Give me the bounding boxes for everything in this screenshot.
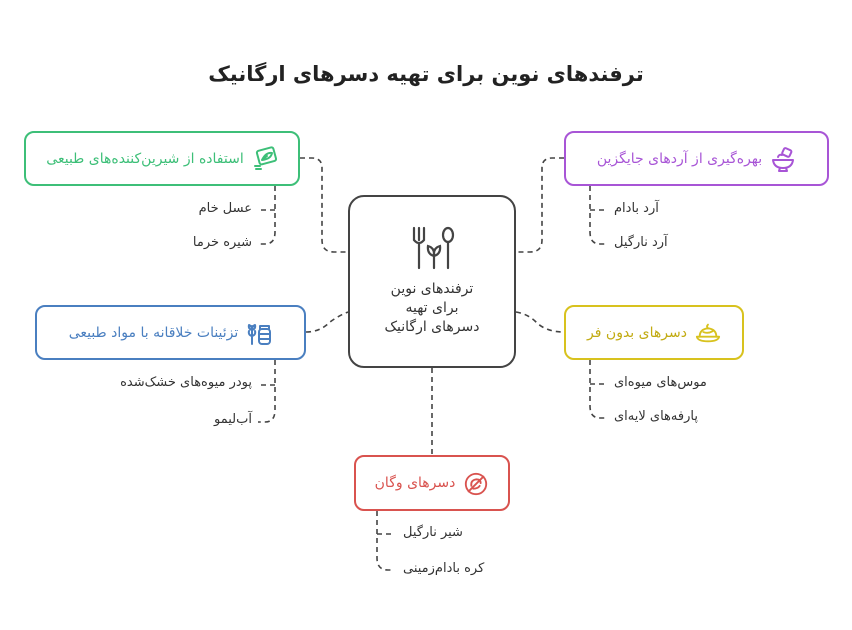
dessert-plate-icon (695, 320, 721, 346)
leaf-coconut-flour: آرد نارگیل (614, 235, 668, 250)
connector-decor (306, 312, 348, 332)
connector-flours (516, 158, 564, 252)
wheat-jar-icon (246, 320, 272, 346)
branch-vegan-label: دسرهای وگان (374, 475, 456, 491)
fork-spoon-leaf-icon (408, 226, 456, 270)
branch-sweeteners-label: استفاده از شیرین‌کننده‌های طبیعی (46, 150, 244, 167)
leaf-raw-honey: عسل خام (198, 201, 252, 216)
leaf-lemon-juice: آب‌لیمو (214, 412, 252, 427)
branch-nobake-label: دسرهای بدون فر (587, 324, 687, 341)
flour-bowl-icon (770, 146, 796, 172)
connector-sweeteners-items (258, 186, 275, 244)
diagram-title: ترفندهای نوین برای تهیه دسرهای ارگانیک (208, 62, 644, 86)
no-dairy-icon (463, 470, 489, 496)
connector-nobake-items (590, 360, 606, 418)
leaf-icon (252, 146, 278, 172)
center-label: ترفندهای نوین برای تهیه دسرهای ارگانیک (384, 281, 480, 335)
leaf-dried-fruit-powder: پودر میوه‌های خشک‌شده (120, 375, 252, 390)
connector-vegan-items (377, 511, 394, 570)
leaf-date-syrup: شیره خرما (192, 235, 252, 250)
branch-flours (564, 131, 829, 186)
branch-sweeteners (24, 131, 300, 186)
connector-sweeteners (300, 158, 348, 252)
connector-nobake (516, 312, 564, 332)
leaf-peanut-butter: کره بادام‌زمینی (403, 561, 485, 576)
branch-flours-label: بهره‌گیری از آردهای جایگزین (596, 150, 763, 167)
branch-decor (35, 305, 306, 360)
leaf-coconut-milk: شیر نارگیل (403, 525, 463, 540)
branch-nobake (564, 305, 744, 360)
leaf-almond-flour: آرد بادام (614, 201, 659, 216)
center-node (348, 195, 516, 368)
leaf-fruit-mousse: موس‌های میوه‌ای (614, 375, 707, 390)
connector-flours-items (590, 186, 606, 244)
branch-decor-label: تزئینات خلاقانه با مواد طبیعی (68, 324, 239, 341)
leaf-layered-parfait: پارفه‌های لایه‌ای (614, 409, 698, 424)
connector-decor-items (258, 360, 275, 422)
branch-vegan (354, 455, 510, 511)
